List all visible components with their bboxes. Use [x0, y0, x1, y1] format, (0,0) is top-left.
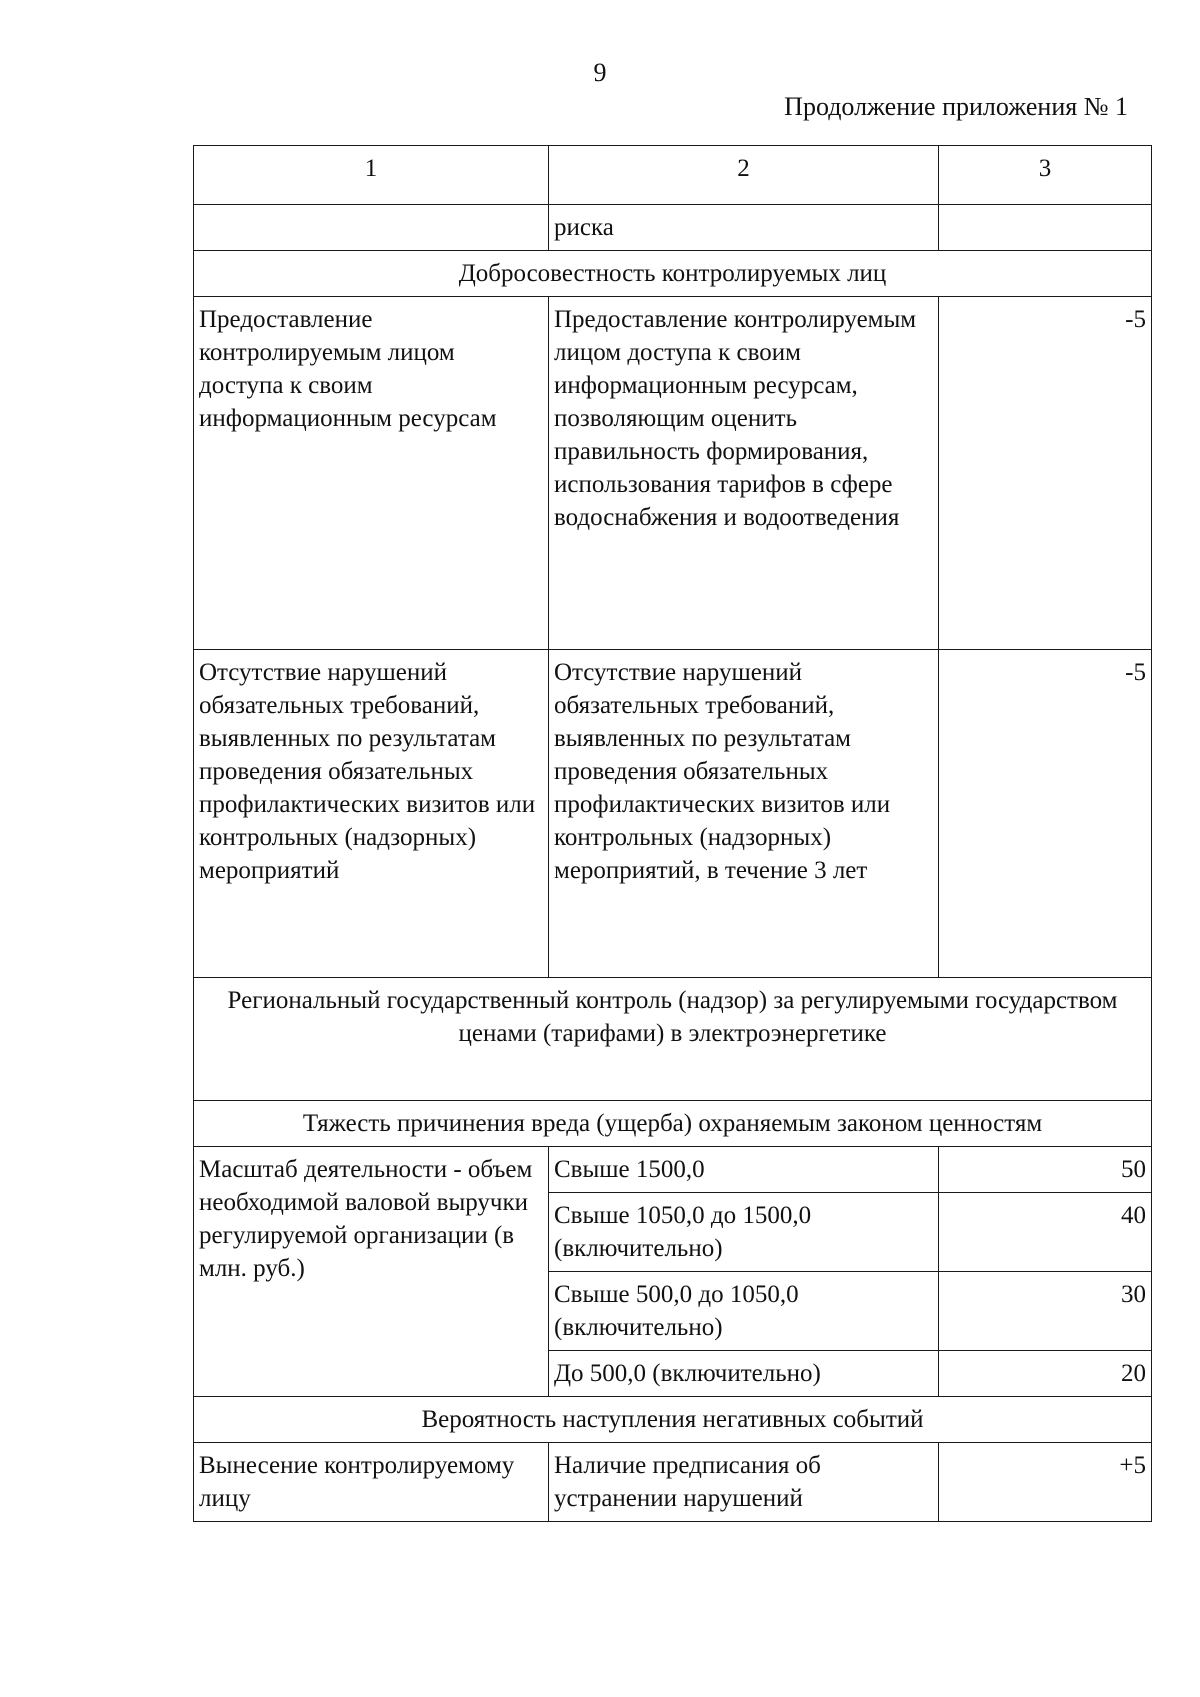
scale-label-cell: Масштаб деятельности - объем необходимой валовой выручки регулируемой организации (в млн. руб.): [194, 1147, 549, 1397]
table-header-row: [194, 146, 1152, 205]
criteria-table: [193, 145, 1152, 1522]
scale-score-cell: 30: [939, 1272, 1152, 1351]
section-row: [194, 1397, 1152, 1443]
scale-score-cell: 40: [939, 1193, 1152, 1272]
table-row: [194, 1443, 1152, 1522]
criterion-name-cell: Предоставление контролируемым лицом доступа к своим информационным ресурсам: [194, 297, 549, 650]
header-cell-2: 2: [549, 146, 939, 205]
score-cell: -5: [939, 297, 1152, 650]
criterion-description-cell: Наличие предписания об устранении нарушений: [549, 1443, 939, 1522]
section-heading-probability: Вероятность наступления негативных событий: [194, 1397, 1152, 1443]
scale-score-cell: 20: [939, 1351, 1152, 1397]
section-heading-regional-control: Региональный государственный контроль (надзор) за регулируемыми государством ценами (тарифами) в электроэнергетике: [194, 978, 1152, 1101]
section-row: [194, 251, 1152, 297]
page-number: 9: [593, 58, 607, 87]
header-cell-1: 1: [194, 146, 549, 205]
table-cell: риска: [549, 205, 939, 251]
table-row: [194, 205, 1152, 251]
table-row: [194, 297, 1152, 650]
criterion-description-cell: Предоставление контролируемым лицом доступа к своим информационным ресурсам, позволяющим оценить правильность формирования, использования тарифов в сфере водоснабжения и водоотведения: [549, 297, 939, 650]
section-row: [194, 1101, 1152, 1147]
score-cell: +5: [939, 1443, 1152, 1522]
table-row: [194, 1147, 1152, 1193]
section-heading-severity: Тяжесть причинения вреда (ущерба) охраняемым законом ценностям: [194, 1101, 1152, 1147]
criterion-name-cell: Вынесение контролируемому лицу: [194, 1443, 549, 1522]
scale-criterion-cell: Свыше 500,0 до 1050,0 (включительно): [549, 1272, 939, 1351]
scale-criterion-cell: Свыше 1500,0: [549, 1147, 939, 1193]
table-cell: [939, 205, 1152, 251]
section-heading-good-faith: Добросовестность контролируемых лиц: [194, 251, 1152, 297]
section-row: [194, 978, 1152, 1101]
header-cell-3: 3: [939, 146, 1152, 205]
scale-criterion-cell: Свыше 1050,0 до 1500,0 (включительно): [549, 1193, 939, 1272]
scale-score-cell: 50: [939, 1147, 1152, 1193]
criterion-name-cell: Отсутствие нарушений обязательных требований, выявленных по результатам проведения обязательных профилактических визитов или контрольных (надзорных) мероприятий: [194, 650, 549, 978]
criterion-description-cell: Отсутствие нарушений обязательных требований, выявленных по результатам проведения обязательных профилактических визитов или контрольных (надзорных) мероприятий, в течение 3 лет: [549, 650, 939, 978]
appendix-continuation-note: Продолжение приложения № 1: [784, 92, 1128, 121]
table-cell: [194, 205, 549, 251]
scale-criterion-cell: До 500,0 (включительно): [549, 1351, 939, 1397]
table-row: [194, 650, 1152, 978]
score-cell: -5: [939, 650, 1152, 978]
